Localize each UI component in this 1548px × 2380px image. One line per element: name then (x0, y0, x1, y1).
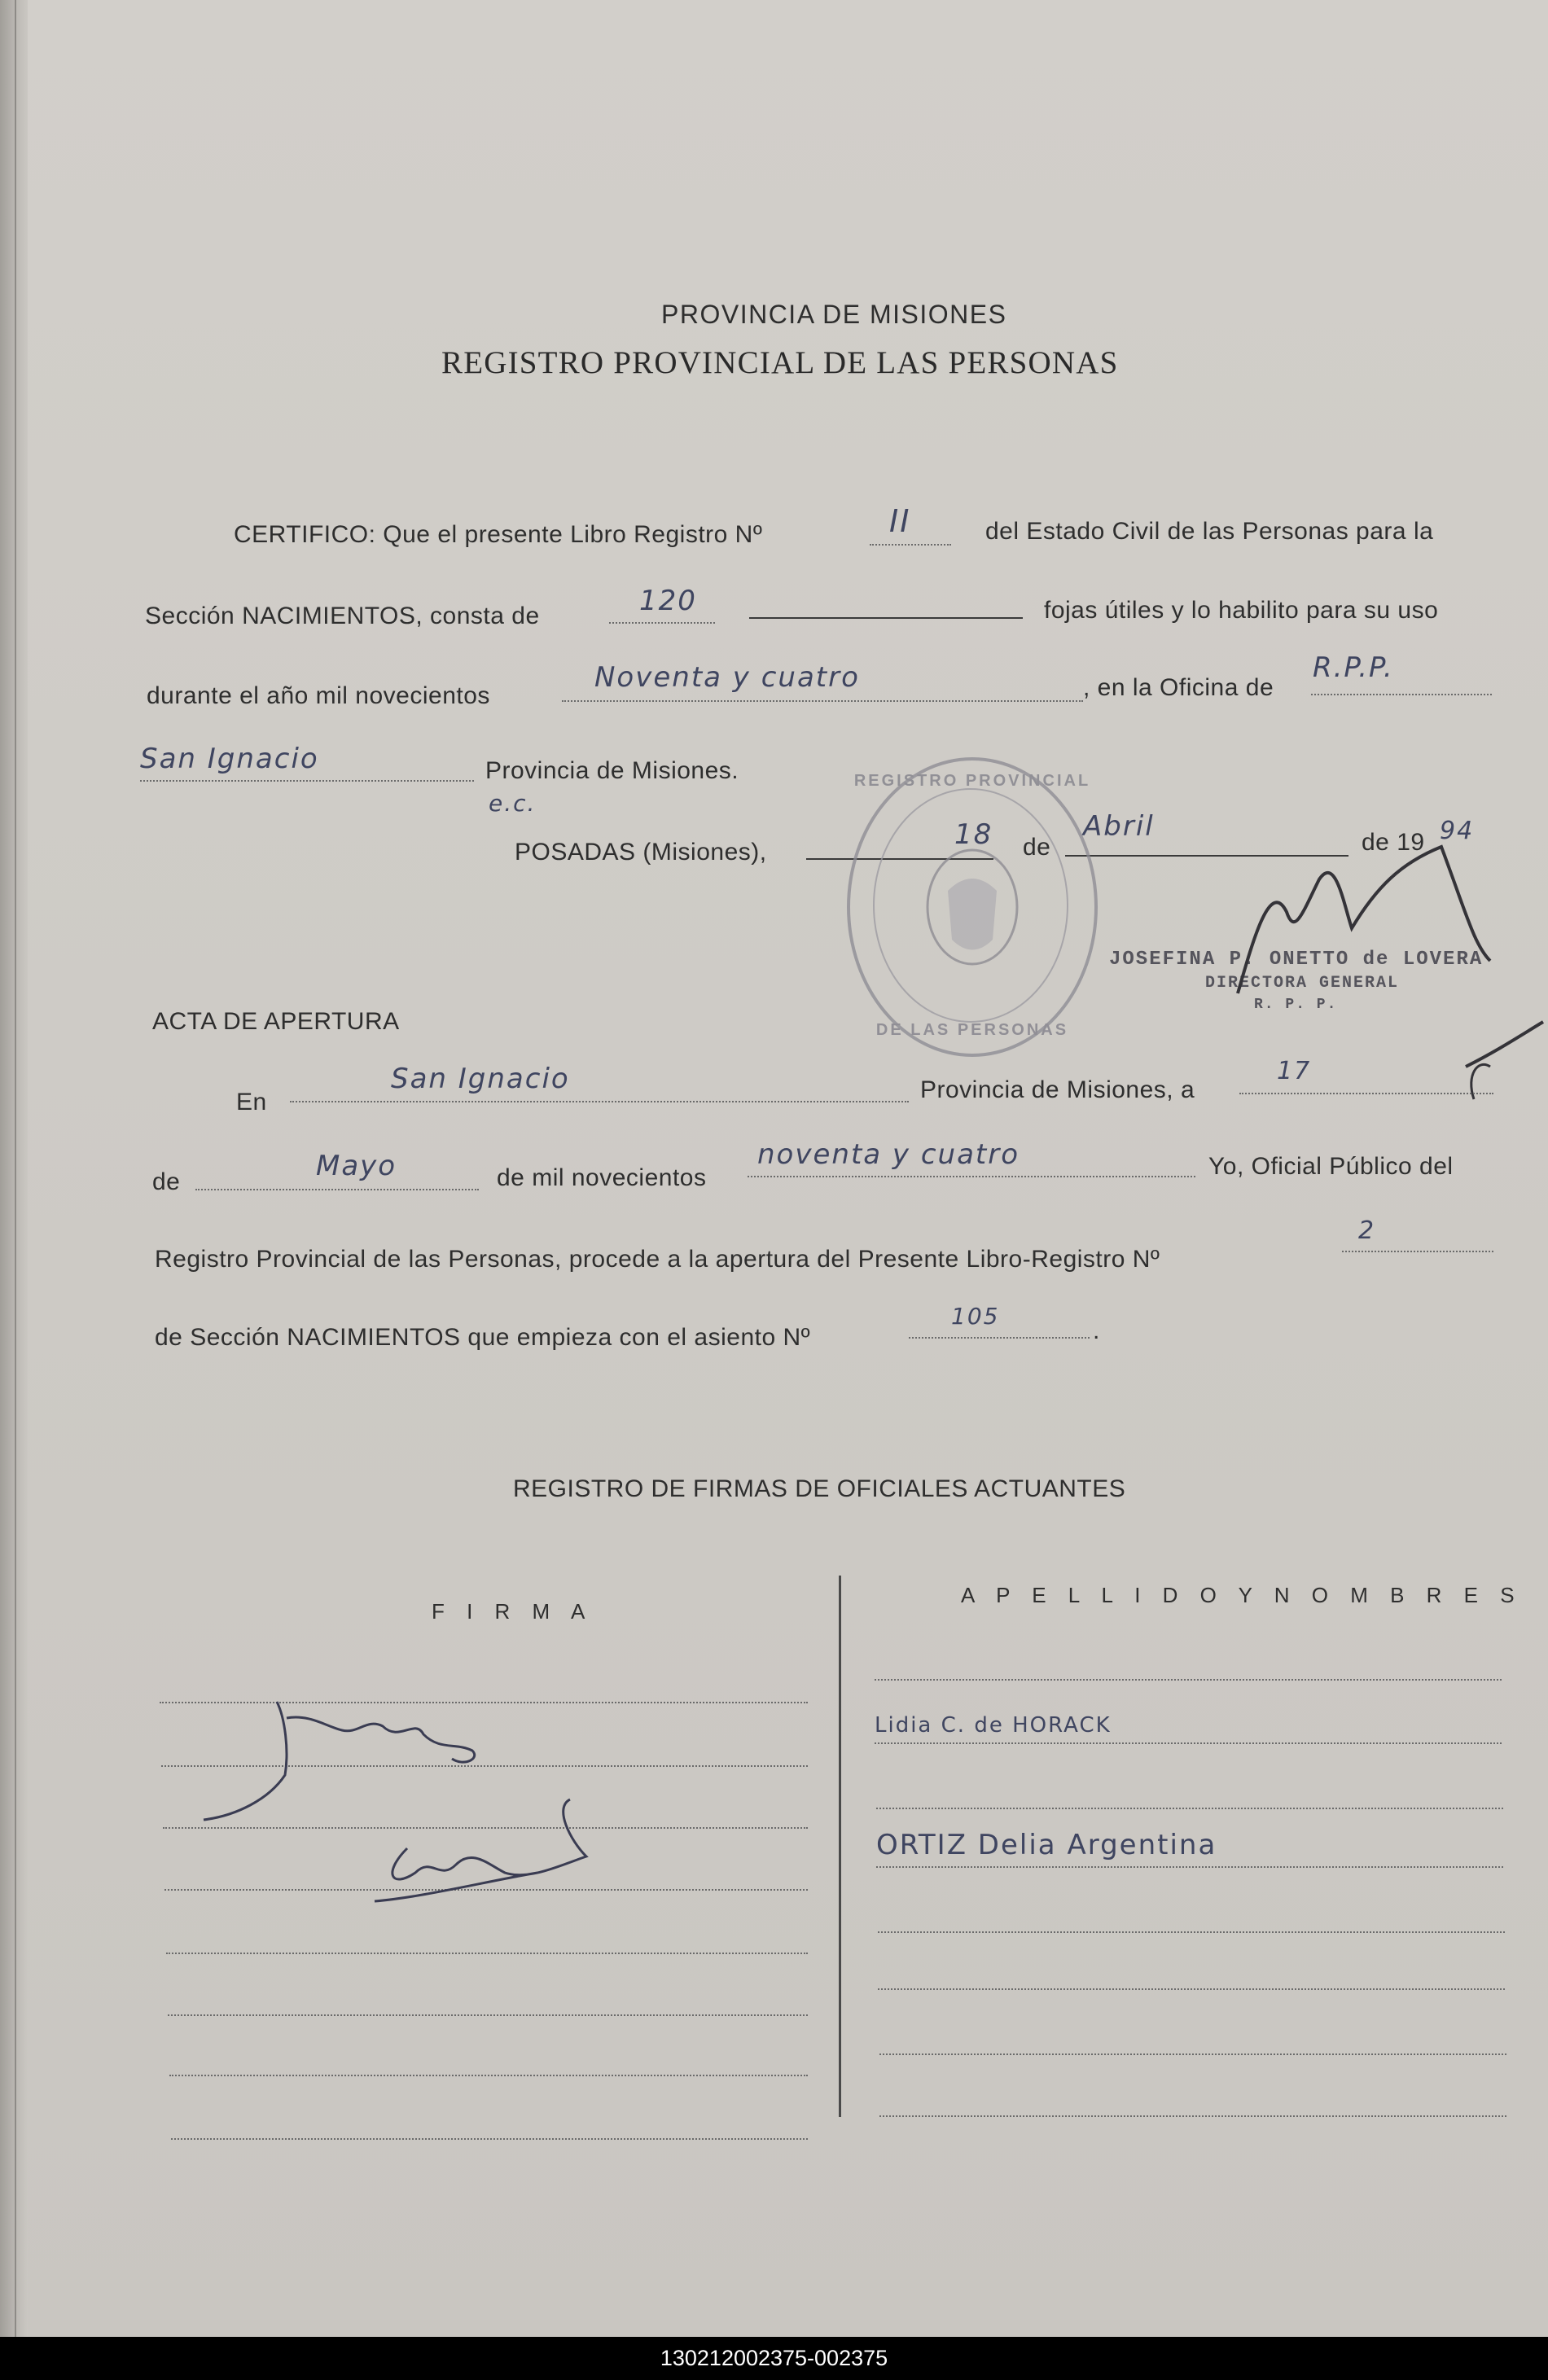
cert-line1-pre: CERTIFICO: Que el presente Libro Registro Nº (234, 521, 763, 548)
opening-entry-handwritten: 105 (951, 1303, 1000, 1330)
office-handwritten: R.P.P. (1313, 651, 1394, 684)
opening-day-handwritten: 17 (1277, 1057, 1312, 1085)
opening-de: de (152, 1168, 181, 1195)
opening-month-handwritten: Mayo (316, 1150, 397, 1182)
pages-handwritten: 120 (639, 585, 697, 617)
opening-line3: Registro Provincial de las Personas, procede a la apertura del Presente Libro-Registro Nº (155, 1246, 1160, 1273)
col-firma-header: F I R M A (432, 1599, 594, 1624)
director-office: R. P. P. (1254, 997, 1338, 1013)
book-number-handwritten: II (889, 503, 911, 539)
cert-line4-post: Provincia de Misiones. (485, 757, 739, 784)
date-de-label: de (1023, 834, 1051, 861)
footer-id: 130212002375-002375 (0, 2337, 1548, 2380)
office-place-handwritten: San Ignacio (140, 743, 319, 775)
month-handwritten: Abril (1083, 810, 1155, 843)
officer-name-1: Lidia C. de HORACK (875, 1713, 1112, 1738)
place-label: POSADAS (Misiones), (515, 839, 767, 866)
signatures-title: REGISTRO DE FIRMAS DE OFICIALES ACTUANTES (513, 1475, 1126, 1502)
cert-line3-pre: durante el año mil novecientos (147, 682, 490, 709)
opening-book-handwritten: 2 (1358, 1216, 1376, 1245)
opening-prov: Provincia de Misiones, a (920, 1076, 1195, 1103)
opening-officer: Yo, Oficial Público del (1208, 1153, 1454, 1180)
registry-heading: REGISTRO PROVINCIAL DE LAS PERSONAS (441, 345, 1119, 380)
opening-year-handwritten: noventa y cuatro (757, 1138, 1020, 1171)
director-name: JOSEFINA P. ONETTO de LOVERA (1109, 949, 1484, 971)
opening-place-handwritten: San Ignacio (391, 1063, 570, 1095)
opening-title: ACTA DE APERTURA (152, 1008, 400, 1035)
cert-line3-mid: , en la Oficina de (1083, 674, 1274, 701)
province-heading: PROVINCIA DE MISIONES (661, 300, 1007, 329)
officer-name-2: ORTIZ Delia Argentina (876, 1829, 1217, 1861)
office-note-handwritten: e.c. (489, 790, 537, 817)
year-suffix-handwritten: 94 (1440, 817, 1475, 845)
stamp-text-bottom: DE LAS PERSONAS (875, 1021, 1069, 1039)
day-handwritten: 18 (954, 818, 993, 851)
year-words-handwritten: Noventa y cuatro (594, 661, 860, 694)
stamp-text-top: REGISTRO PROVINCIAL (853, 772, 1091, 790)
opening-mil: de mil novecientos (497, 1164, 707, 1191)
cert-line2-pre: Sección NACIMIENTOS, consta de (145, 603, 540, 629)
opening-en: En (236, 1089, 267, 1115)
opening-line4: de Sección NACIMIENTOS que empieza con el asiento Nº (155, 1324, 811, 1351)
director-title: DIRECTORA GENERAL (1205, 974, 1400, 993)
cert-line1-post: del Estado Civil de las Personas para la (985, 518, 1434, 545)
year-prefix: de 19 (1362, 829, 1425, 856)
col-names-header: A P E L L I D O Y N O M B R E S (961, 1583, 1523, 1607)
cert-line2-post: fojas útiles y lo habilito para su uso (1044, 597, 1439, 624)
opening-end: . (1093, 1317, 1100, 1344)
